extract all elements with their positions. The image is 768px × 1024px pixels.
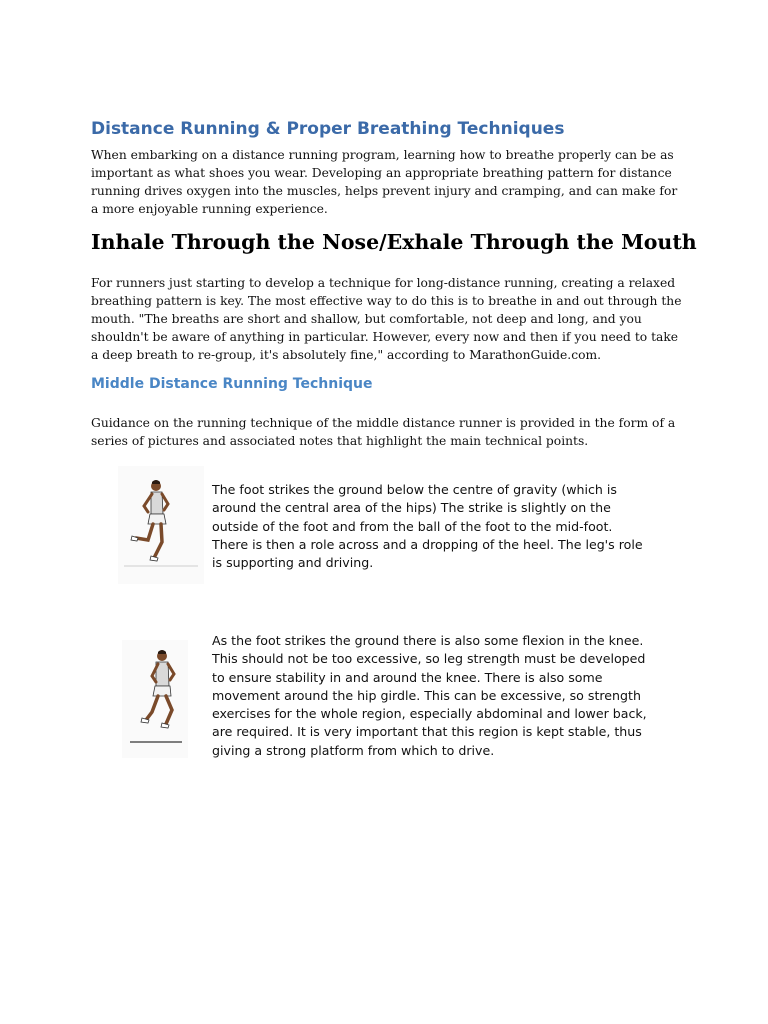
runner-illustration <box>122 640 188 758</box>
intro-paragraph: When embarking on a distance running program, learning how to breathe properly can be as important as what shoes you wear. Developing an appropriate breathing pattern for distance running drives oxygen into the muscles, helps prevent injury and cramping, and can make for a more enjoyable running experience. <box>91 148 678 216</box>
technique-note-2: As the foot strikes the ground there is also some flexion in the knee. This should not be too excessive, so leg strength must be developed to ensure stability in and around the knee. There is also some movement around the hip girdle. This can be excessive, so strength exercises for the whole region, especially abdominal and lower back, are required. It is very important that this region is kept stable, thus giving a strong platform from which to drive. <box>212 633 647 758</box>
article-title: Distance Running & Proper Breathing Techniques <box>91 119 565 139</box>
runner-figure-2 <box>122 640 188 758</box>
runner-illustration <box>118 466 204 584</box>
section-heading-technique: Middle Distance Running Technique <box>91 376 373 392</box>
breathing-paragraph: For runners just starting to develop a technique for long-distance running, creating a relaxed breathing pattern is key. The most effective way to do this is to breathe in and out through the mouth. "The breaths are short and shallow, but comfortable, not deep and long, and you shouldn't be aware of anything in particular. However, every now and then if you need to take a deep breath to re-group, it's absolutely fine," according to MarathonGuide.com. <box>91 276 682 362</box>
runner-figure-1 <box>118 466 204 584</box>
technique-paragraph: Guidance on the running technique of the middle distance runner is provided in the form of a series of pictures and associated notes that highlight the main technical points. <box>91 416 676 448</box>
technique-note-1: The foot strikes the ground below the centre of gravity (which is around the central area of the hips) The strike is slightly on the outside of the foot and from the ball of the foot to the mid-foot. There is then a role across and a dropping of the heel. The leg's role is supporting and driving. <box>212 482 643 571</box>
section-heading-breathing: Inhale Through the Nose/Exhale Through the Mouth <box>91 230 697 254</box>
